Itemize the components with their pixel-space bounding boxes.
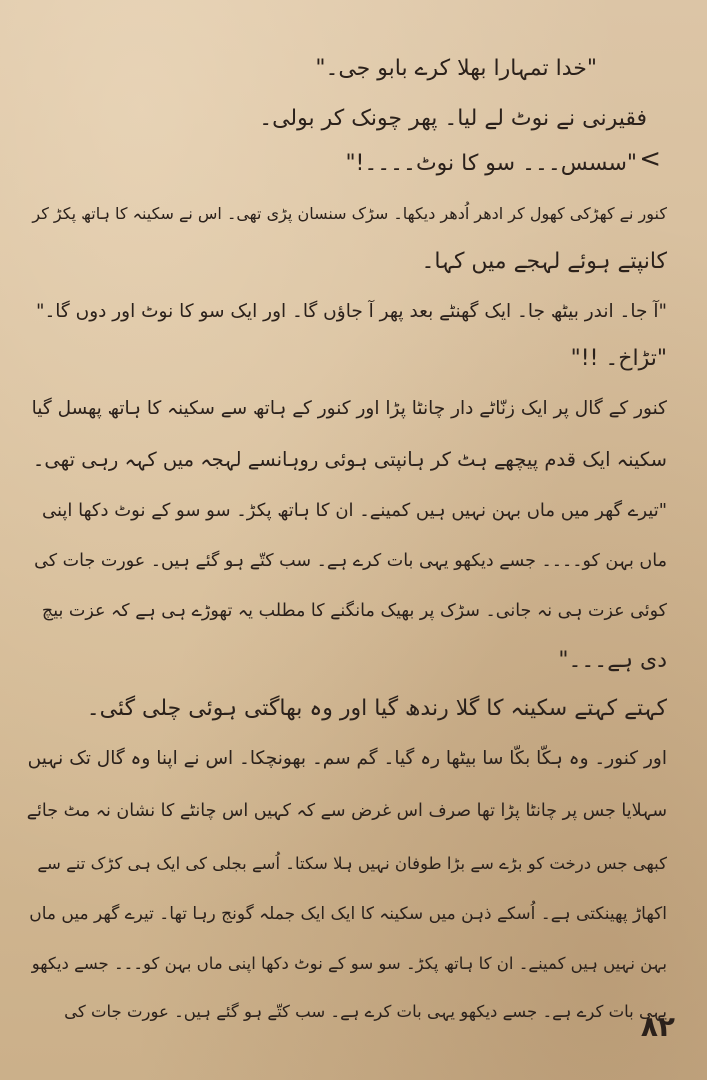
text-line-10: "تیرے گھر میں ماں بہن نہیں ہیں کمینے۔ ان کا ہاتھ پکڑ۔ سو سو کے نوٹ دکھا اپنی bbox=[41, 500, 667, 521]
text-line-18: اکھاڑ پھینکتی ہے۔ اُسکے ذہن میں سکینہ کا ایک ایک جملہ گونج رہا تھا۔ تیرے گھر میں ماں bbox=[29, 904, 667, 924]
text-line-13: دی ہے۔۔۔" bbox=[558, 648, 667, 673]
text-line-14: کہتے کہتے سکینہ کا گلا رندھ گیا اور وہ بھاگتی ہوئی چلی گئی۔ bbox=[86, 696, 667, 721]
page-number: ۸۲ bbox=[640, 1010, 675, 1043]
text-line-17: کبھی جس درخت کو بڑے سے بڑا طوفان نہیں ہلا سکتا۔ اُسے بجلی کی ایک ہی کڑک تنے سے bbox=[37, 854, 667, 873]
text-line-9: سکینہ ایک قدم پیچھے ہٹ کر ہانپتی ہوئی روہانسے لہجہ میں کہہ رہی تھی۔ bbox=[32, 448, 667, 471]
text-line-1: "خدا تمہارا بھلا کرے بابو جی۔" bbox=[315, 56, 597, 81]
text-line-7: "تڑاخ۔ !!" bbox=[570, 346, 667, 371]
text-line-6: "آ جا۔ اندر بیٹھ جا۔ ایک گھنٹے بعد پھر آ جاؤں گا۔ اور ایک سو کا نوٹ اور دوں گا۔" bbox=[35, 301, 667, 322]
text-line-2: فقیرنی نے نوٹ لے لیا۔ پھر چونک کر بولی۔ bbox=[259, 106, 647, 131]
text-line-15: اور کنور۔ وہ ہکّا بکّا سا بیٹھا رہ گیا۔ گم سم۔ بھونچکا۔ اس نے اپنا وہ گال تک نہیں bbox=[27, 748, 667, 769]
text-line-4: کنور نے کھڑکی کھول کر ادھر اُدھر دیکھا۔ سڑک سنسان پڑی تھی۔ اس نے سکینہ کا ہاتھ پکڑ کر bbox=[32, 204, 667, 223]
text-line-19: بہن نہیں ہیں کمینے۔ ان کا ہاتھ پکڑ۔ سو سو کے نوٹ دکھا اپنی ماں بہن کو۔۔۔ جسے دیکھو bbox=[31, 954, 667, 973]
margin-mark: < bbox=[639, 144, 661, 174]
text-line-11: ماں بہن کو۔۔۔۔ جسے دیکھو یہی بات کرے ہے۔ سب کتّے ہو گئے ہیں۔ عورت جات کی bbox=[34, 551, 667, 571]
text-line-3: "سسس۔۔۔ سو کا نوٹ۔۔۔۔!" bbox=[345, 151, 637, 176]
text-line-12: کوئی عزت ہی نہ جانی۔ سڑک پر بھیک مانگنے کا مطلب یہ تھوڑے ہی ہے کہ عزت بیچ bbox=[41, 601, 667, 621]
text-line-16: سہلایا جس پر چانٹا پڑا تھا صرف اس غرض سے کہ کہیں اس چانٹے کا نشان نہ مٹ جائے bbox=[26, 801, 667, 821]
text-line-8: کنور کے گال پر ایک زنّاٹے دار چانٹا پڑا اور کنور کے ہاتھ سے سکینہ کا ہاتھ پھسل گیا bbox=[31, 398, 667, 419]
text-line-5: کانپتے ہوئے لہجے میں کہا۔ bbox=[421, 249, 667, 274]
text-line-20: یہی بات کرے ہے۔ جسے دیکھو یہی بات کرے ہے۔ سب کتّے ہو گئے ہیں۔ عورت جات کی bbox=[64, 1002, 667, 1021]
